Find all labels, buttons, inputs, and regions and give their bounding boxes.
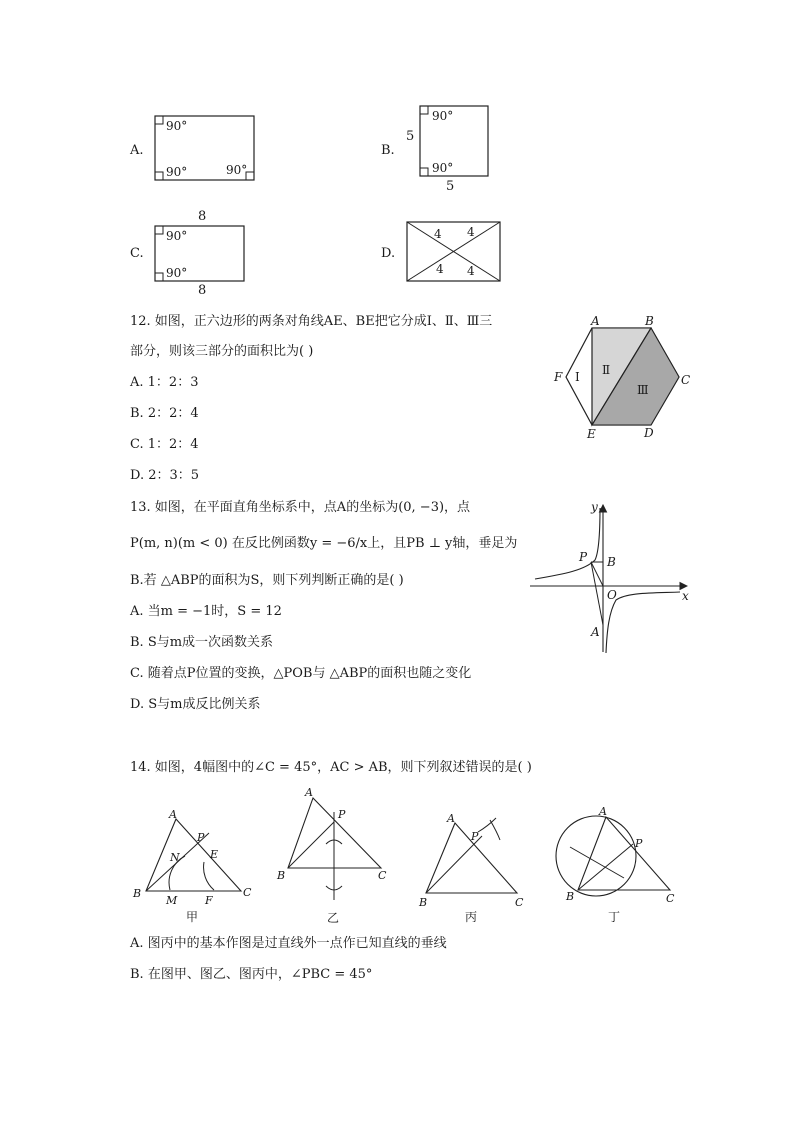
svg-text:F: F	[554, 370, 563, 384]
side-label: 8	[198, 283, 207, 298]
q14-stem: 14. 如图，4幅图中的∠C = 45°，AC > AB，则下列叙述错误的是( )	[130, 760, 532, 775]
option-d-label: D.	[381, 246, 396, 261]
svg-text:A: A	[447, 812, 455, 825]
svg-text:甲: 甲	[186, 910, 199, 924]
svg-text:P: P	[635, 837, 643, 850]
option-a-label: A.	[130, 143, 144, 158]
segment-label: 4	[436, 262, 444, 276]
svg-text:丙: 丙	[465, 910, 478, 924]
svg-text:y: y	[591, 500, 598, 514]
svg-text:A: A	[305, 786, 313, 799]
svg-text:C: C	[681, 373, 691, 387]
svg-text:A: A	[599, 805, 607, 818]
svg-text:A: A	[591, 314, 600, 328]
q13-option-b: B. S与m成一次函数关系	[130, 635, 274, 650]
svg-text:E: E	[587, 427, 596, 441]
svg-text:P: P	[579, 550, 588, 564]
svg-text:B: B	[566, 890, 575, 903]
svg-text:乙: 乙	[327, 911, 340, 925]
svg-text:P: P	[471, 830, 479, 843]
segment-label: 4	[467, 264, 475, 278]
q12-option-c: C. 1：2：4	[130, 437, 199, 452]
svg-text:C: C	[515, 896, 524, 909]
side-label: 8	[198, 209, 207, 224]
angle-label: 90°	[166, 229, 188, 243]
angle-label: 90°	[166, 119, 188, 133]
option-b-label: B.	[381, 143, 395, 158]
q13-option-a: A. 当m = −1时，S = 12	[130, 604, 282, 619]
svg-text:F: F	[205, 894, 213, 907]
q13-stem-line2: P(m, n)(m < 0) 在反比例函数y = −6/x上，且PB ⊥ y轴，垂足为	[130, 536, 518, 551]
q12-stem-line2: 部分，则该三部分的面积比为( )	[130, 344, 314, 359]
svg-text:x: x	[682, 589, 689, 603]
svg-text:A: A	[169, 808, 177, 821]
angle-label: 90°	[226, 163, 248, 177]
q12-option-b: B. 2：2：4	[130, 406, 199, 421]
svg-text:C: C	[243, 886, 252, 899]
q14-option-b: B. 在图甲、图乙、图丙中，∠PBC = 45°	[130, 967, 373, 982]
q12-option-d: D. 2：3：5	[130, 468, 200, 483]
svg-text:O: O	[607, 588, 617, 602]
svg-text:E: E	[210, 848, 219, 861]
side-label: 5	[446, 179, 455, 194]
svg-text:丁: 丁	[608, 910, 621, 924]
svg-text:A: A	[591, 625, 600, 639]
svg-text:B: B	[419, 896, 428, 909]
svg-text:Ⅲ: Ⅲ	[637, 383, 649, 397]
svg-text:P: P	[338, 808, 346, 821]
svg-text:C: C	[378, 869, 387, 882]
svg-text:N: N	[170, 851, 180, 864]
segment-label: 4	[434, 227, 442, 241]
q12-stem-line1: 12. 如图，正六边形的两条对角线AE、BE把它分成Ⅰ、Ⅱ、Ⅲ三	[130, 314, 493, 329]
angle-label: 90°	[166, 266, 188, 280]
q13-stem-line3: B.若 △ABP的面积为S，则下列判断正确的是( )	[130, 573, 404, 588]
svg-text:B: B	[277, 869, 286, 882]
q12-option-a: A. 1：2：3	[130, 375, 199, 390]
option-c-label: C.	[130, 246, 144, 261]
svg-text:B: B	[607, 555, 616, 569]
angle-label: 90°	[432, 109, 454, 123]
q13-option-d: D. S与m成反比例关系	[130, 697, 261, 712]
segment-label: 4	[467, 225, 475, 239]
svg-text:B: B	[133, 887, 142, 900]
side-label: 5	[406, 129, 415, 144]
svg-text:B: B	[645, 314, 654, 328]
q13-stem-line1: 13. 如图，在平面直角坐标系中，点A的坐标为(0, −3)，点	[130, 500, 471, 515]
svg-text:M: M	[166, 894, 178, 907]
svg-text:Ⅱ: Ⅱ	[602, 363, 611, 377]
q13-option-c: C. 随着点P位置的变换，△POB与 △ABP的面积也随之变化	[130, 666, 472, 681]
svg-text:D: D	[644, 426, 654, 440]
angle-label: 90°	[166, 165, 188, 179]
svg-text:C: C	[666, 892, 675, 905]
svg-text:P: P	[197, 831, 205, 844]
angle-label: 90°	[432, 161, 454, 175]
svg-text:Ⅰ: Ⅰ	[575, 370, 580, 384]
q14-option-a: A. 图丙中的基本作图是过直线外一点作已知直线的垂线	[130, 936, 447, 951]
